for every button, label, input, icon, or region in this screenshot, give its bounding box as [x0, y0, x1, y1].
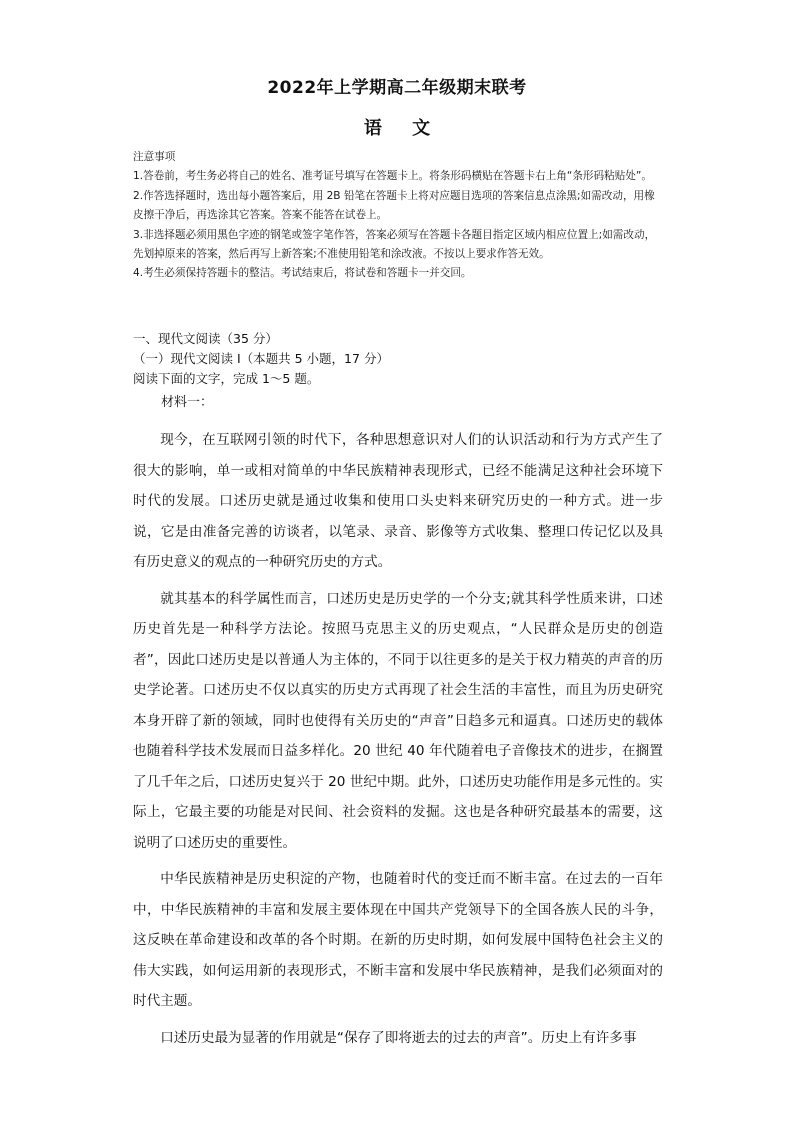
material-label: 材料一：: [161, 395, 214, 410]
passage-paragraph: 中华民族精神是历史积淀的产物，也随着时代的变迁而不断丰富。在过去的一百年中，中华民族精神的丰富和发展主要体现在中国共产党领导下的全国各族人民的斗争，这反映在革命建设和改革的各个时期。在新的历史时期，如何发展中国特色社会主义的伟大实践，如何运用新的表现形式，不断丰富和发展中华民族精神，是我们必须面对的时代主题。: [133, 871, 663, 1009]
passage-paragraph: 就其基本的科学属性而言，口述历史是历史学的一个分支;就其科学性质来讲，口述历史首先是一种科学方法论。按照马克思主义的历史观点，“人民群众是历史的创造者”，因此口述历史是以普通人为主体的，不同于以往更多的是关于权力精英的声音的历史学论著。口述历史不仅以真实的历史方式再现了社会生活的丰富性，而且为历史研究本身开辟了新的领域，同时也使得有关历史的“声音”日趋多元和逼真。口述历史的载体也随着科学技术发展而日益多样化。20 世纪 40 年代随着电子音像技术的进步，在搁置了几千年之后，口述历史复兴于 20 世纪中期。此外，口述历史功能作用是多元性的。实际上，它最主要的功能是对民间、社会资料的发掘。这也是各种研究最基本的需要，这说明了口述历史的重要性。: [133, 590, 663, 851]
subject-title: 语 文: [363, 118, 443, 139]
instruction-item: 2.作答选择题时，选出每小题答案后，用 2B 铅笔在答题卡上将对应题目选项的答案信息点涂黑;如需改动，用橡皮擦干净后，再选涂其它答案。答案不能答在试卷上。: [133, 189, 655, 222]
section-heading: 一、现代文阅读（35 分）: [133, 331, 278, 346]
exam-title: 2022年上学期高二年级期末联考: [267, 78, 527, 98]
instruction-item: 4.考生必须保持答题卡的整洁。考试结束后，将试卷和答题卡一并交回。: [133, 267, 472, 280]
passage-paragraph: 口述历史最为显著的作用就是“保存了即将逝去的过去的声音”。历史上有许多事: [160, 1029, 637, 1046]
instructions-heading: 注意事项: [133, 151, 176, 163]
passage-paragraph: 现今，在互联网引领的时代下，各种思想意识对人们的认识活动和行为方式产生了很大的影响，单一或相对简单的中华民族精神表现形式，已经不能满足这种社会环境下时代的发展。口述历史就是通过收集和使用口头史料来研究历史的一种方式。进一步说，它是由准备完善的访谈者，以笔录、录音、影像等方式收集、整理口传记忆以及具有历史意义的观点的一种研究历史的方式。: [133, 432, 663, 570]
instructions-block: [133, 148, 663, 284]
subsection-heading: （一）现代文阅读 I（本题共 5 小题，17 分）: [133, 351, 389, 366]
instruction-item: 3.非选择题必须用黑色字迹的钢笔或签字笔作答，答案必须写在答题卡各题目指定区域内相应位置上;如需改动，先划掉原来的答案，然后再写上新答案;不准使用铅笔和涂改液。不按以上要求作答无效。: [133, 228, 656, 261]
reading-instruction: 阅读下面的文字，完成 1～5 题。: [133, 371, 320, 386]
instruction-item: 1.答卷前，考生务必将自己的姓名、准考证号填写在答题卡上。将条形码横贴在答题卡右上角“条形码粘贴处”。: [133, 170, 652, 183]
reading-passage: [133, 425, 663, 1059]
